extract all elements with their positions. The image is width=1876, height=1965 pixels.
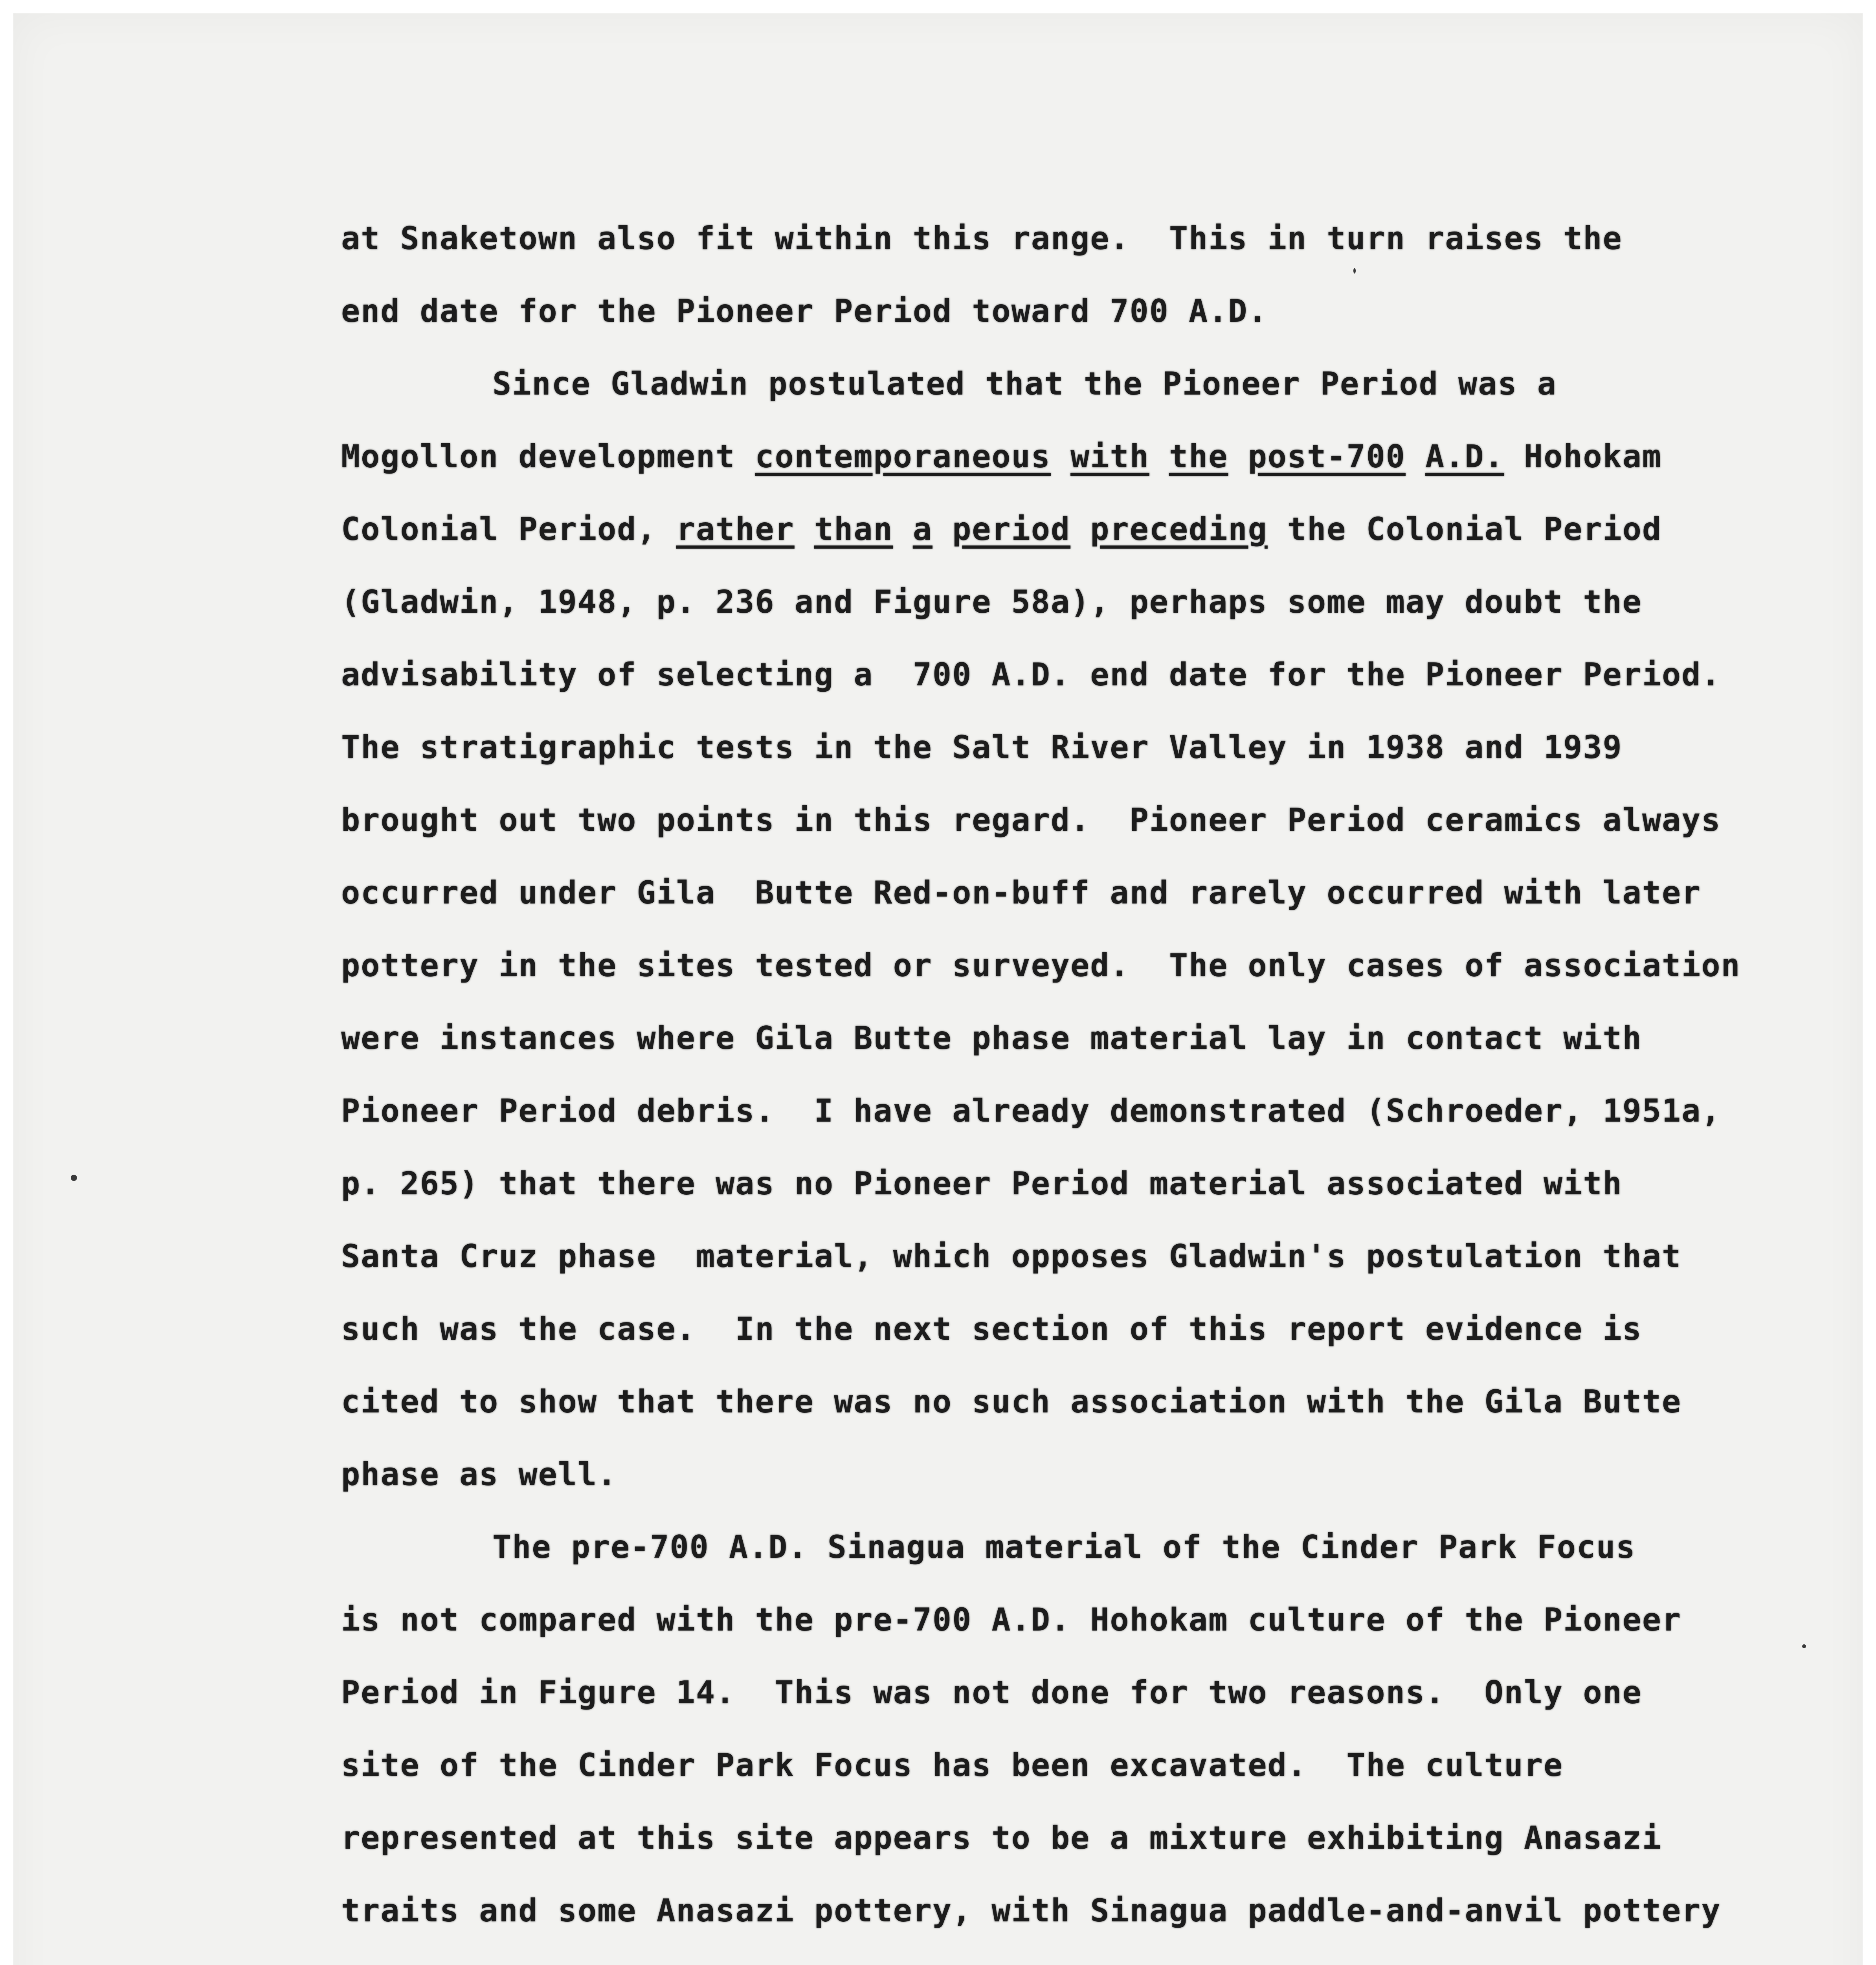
text-segment [1149,438,1169,475]
text-segment: is not compared with the pre-700 A.D. Hohokam culture of the Pioneer [341,1601,1682,1638]
text-line [341,493,1677,566]
text-segment: traits and some Anasazi pottery, with Sinagua paddle-and-anvil pottery [341,1892,1721,1929]
text-segment: (Gladwin, 1948, p. 236 and Figure 58a), perhaps some may doubt the [341,584,1642,620]
text-segment: at Snaketown also fit within this range. This in turn raises the [341,220,1623,257]
text-line [341,1293,1677,1365]
scan-speck [1802,1644,1806,1648]
text-line [341,1947,1677,1965]
text-line [341,1074,1721,1147]
text-line [341,638,1721,711]
text-line [341,1220,1682,1293]
text-line [341,784,1721,856]
text-segment: end date for the Pioneer Period toward 700 A.D. [341,293,1268,329]
text-segment: site of the Cinder Park Focus has been excavated. The culture [341,1747,1564,1783]
text-line [341,1002,1677,1074]
underlined-text: rather [676,511,795,547]
text-line [341,347,1677,420]
text-segment: p. 265) that there was no Pioneer Period material associated with [341,1165,1623,1202]
text-segment [1051,438,1070,475]
text-line [341,202,1677,275]
text-segment [893,511,913,547]
text-line [341,856,1702,929]
text-segment: Since Gladwin postulated that the Pioneer Period was a [492,365,1557,402]
text-segment: Santa Cruz phase material, which opposes Gladwin's postulation that [341,1238,1682,1274]
underlined-text: than [814,511,893,547]
scan-speck [71,1175,77,1181]
text-line [341,275,1677,347]
underlined-text: a [912,511,932,547]
text-line [341,1365,1682,1438]
text-segment: Hohokam [1504,438,1662,475]
text-segment: represented at this site appears to be a mixture exhibiting Anasazi [341,1820,1662,1856]
text-segment [795,511,814,547]
underlined-text: post-700 [1248,438,1406,475]
text-line [341,1802,1677,1874]
text-line [341,1729,1677,1802]
underlined-text: contemporaneous [755,438,1051,475]
text-segment [932,511,952,547]
text-segment: such was the case. In the next section of this report evidence is [341,1311,1642,1347]
text-segment [1406,438,1425,475]
underlined-text: A.D. [1425,438,1504,475]
text-segment [1228,438,1248,475]
text-line [341,711,1677,784]
text-segment: cited to show that there was no such association with the Gila Butte [341,1383,1682,1420]
underlined-text: preceding [1090,511,1268,547]
text-line [341,1147,1677,1220]
text-line [341,566,1677,638]
text-line [341,1583,1682,1656]
text-segment: Mogollon development [341,438,755,475]
text-line [341,1874,1721,1947]
text-segment: Pioneer Period debris. I have already demonstrated (Schroeder, 1951a, [341,1093,1721,1129]
underlined-text: with [1070,438,1149,475]
text-segment: The pre-700 A.D. Sinagua material of the Cinder Park Focus [492,1529,1636,1565]
text-line [341,1511,1677,1583]
underlined-text: the [1169,438,1228,475]
text-segment: pottery in the sites tested or surveyed. The only cases of association [341,947,1741,984]
text-segment: advisability of selecting a 700 A.D. end date for the Pioneer Period. [341,656,1721,693]
text-line [341,1438,1677,1511]
document-page [13,13,1863,1965]
text-line [341,1656,1677,1729]
body-text [341,202,1741,1965]
text-segment [1070,511,1090,547]
text-segment: brought out two points in this regard. Pioneer Period ceramics always [341,802,1721,838]
text-segment: were instances where Gila Butte phase material lay in contact with [341,1020,1642,1056]
text-segment: Period in Figure 14. This was not done for two reasons. Only one [341,1674,1642,1711]
text-segment: occurred under Gila Butte Red-on-buff and rarely occurred with later [341,874,1702,911]
text-line [341,420,1677,493]
text-segment: The stratigraphic tests in the Salt River Valley in 1938 and 1939 [341,729,1623,766]
text-segment: the Colonial Period [1267,511,1662,547]
underlined-text: period [952,511,1071,547]
text-line [341,929,1741,1002]
text-segment: phase as well. [341,1456,617,1493]
text-segment: Colonial Period, [341,511,676,547]
scan-speck [1353,268,1356,274]
